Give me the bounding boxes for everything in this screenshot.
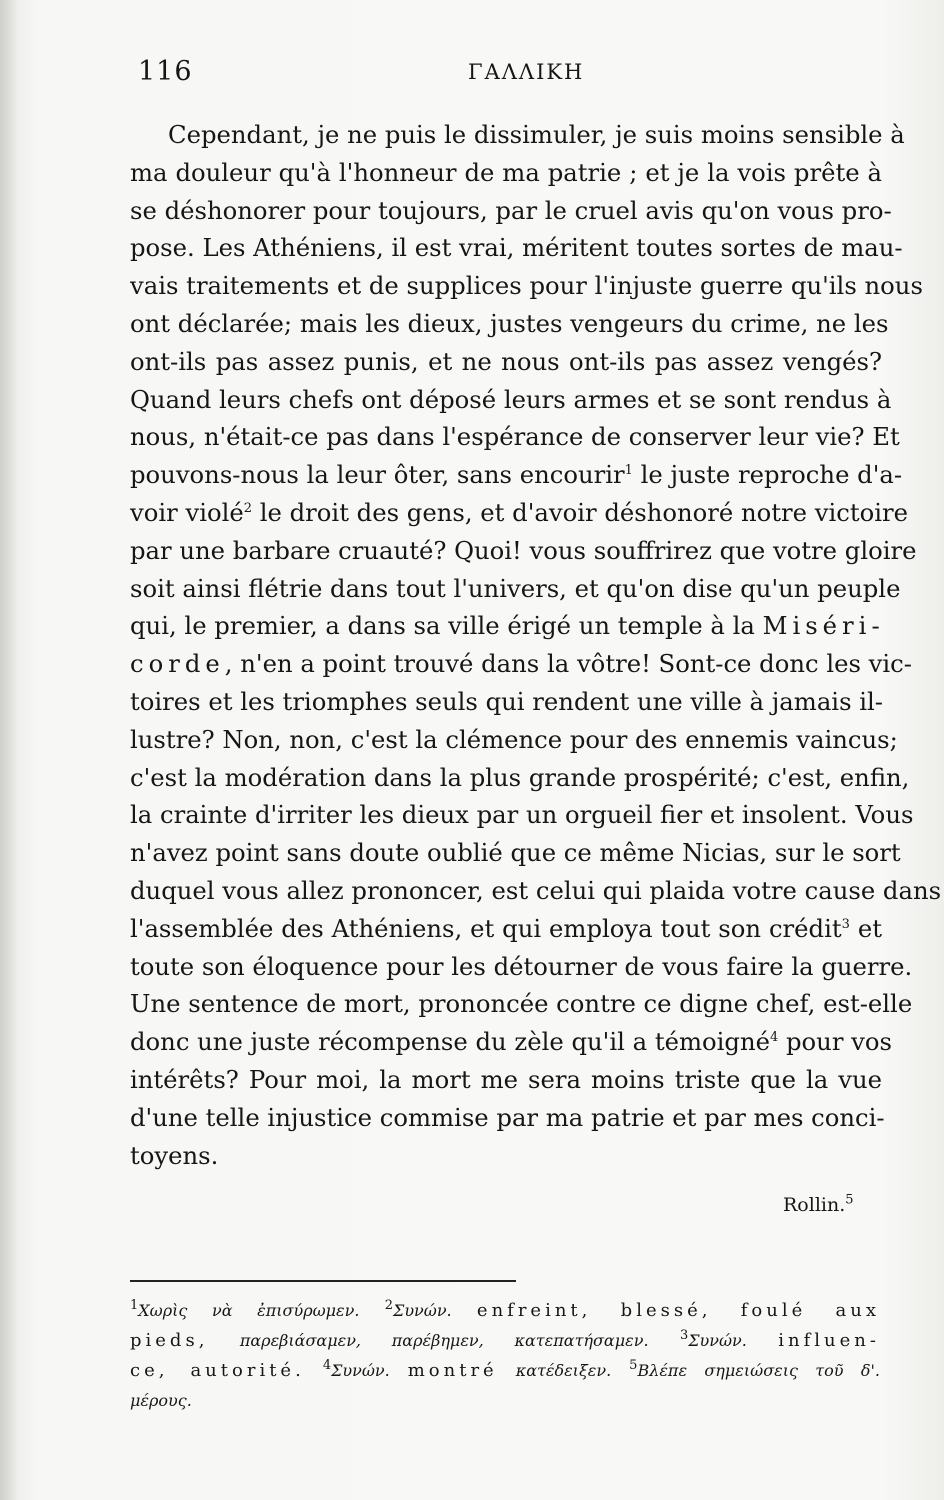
text-line xyxy=(130,985,913,1023)
footnote-number: 1 xyxy=(130,1298,139,1313)
footnote-marker: 5 xyxy=(845,1192,854,1208)
spaced-word: corde xyxy=(130,649,225,679)
text-line xyxy=(130,872,942,910)
text-line xyxy=(130,267,923,305)
text-segment: pose. Les Athéniens, il est vrai, méritent toutes sortes de mau- xyxy=(130,233,903,263)
text-line xyxy=(130,796,914,834)
text-segment: toute son éloquence pour les détourner de vous faire la guerre. xyxy=(130,951,913,981)
footnote-number: 3 xyxy=(679,1328,689,1343)
footnote-greek: κατέδειξεν. xyxy=(515,1361,612,1380)
page-number: 116 xyxy=(138,56,193,87)
running-head xyxy=(138,56,888,96)
footnote-greek: Συνών. xyxy=(393,1301,452,1320)
footnote-greek: μέρους. xyxy=(130,1391,192,1410)
footnote-line xyxy=(130,1296,880,1326)
text-line xyxy=(130,834,901,872)
text-segment: et xyxy=(849,913,882,943)
author-name: Rollin. xyxy=(783,1194,846,1216)
footnote-marker: 1 xyxy=(624,463,633,479)
text-line xyxy=(130,456,903,494)
text-line xyxy=(130,418,900,456)
footnote-french: influen- xyxy=(778,1330,880,1351)
text-segment: , n'en a point trouvé dans la vôtre! Sont-ce donc les vic- xyxy=(224,649,912,679)
text-line xyxy=(130,910,882,948)
text-segment: vais traitements et de supplices pour l'injuste guerre qu'ils nous xyxy=(130,271,923,301)
text-segment: pour vos xyxy=(778,1027,892,1057)
text-segment: intérêts? Pour moi, la mort me sera moins triste que la vue xyxy=(130,1064,882,1094)
text-segment: d'une telle injustice commise par ma patrie et par mes conci- xyxy=(130,1102,885,1132)
text-segment: duquel vous allez prononcer, est celui qui plaida votre cause dans xyxy=(130,875,942,905)
text-line xyxy=(130,759,910,797)
text-line xyxy=(130,532,917,570)
footnote-line xyxy=(130,1356,880,1386)
text-segment: Une sentence de mort, prononcée contre ce digne chef, est-elle xyxy=(130,989,913,1019)
text-segment: n'avez point sans doute oublié que ce même Nicias, sur le sort xyxy=(130,838,901,868)
text-segment: le juste reproche d'a- xyxy=(632,460,903,490)
running-title: ΓΑΛΛΙΚΗ xyxy=(468,60,585,84)
text-segment: nous, n'était-ce pas dans l'espérance de conserver leur vie? Et xyxy=(130,422,900,452)
footnote-greek: Συνών. xyxy=(688,1331,747,1350)
text-line xyxy=(130,645,912,683)
footnote-french: ce, autorité. xyxy=(130,1360,305,1381)
text-segment: pouvons-nous la leur ôter, sans encourir xyxy=(130,460,625,490)
text-line xyxy=(130,116,905,154)
footnote-greek: Συνών. xyxy=(331,1361,390,1380)
text-line xyxy=(130,570,901,608)
text-line xyxy=(130,305,889,343)
footnotes xyxy=(130,1296,880,1416)
text-line xyxy=(130,343,882,381)
footnote-greek: Χωρὶς νὰ ἐπισύρωμεν. xyxy=(138,1301,360,1320)
text-segment: c'est la modération dans la plus grande prospérité; c'est, enfin, xyxy=(130,762,910,792)
text-line xyxy=(130,1099,885,1137)
footnote-french: pieds, xyxy=(130,1330,209,1351)
footnote-marker: 3 xyxy=(841,916,850,932)
footnote-french: montré xyxy=(407,1360,498,1381)
text-line xyxy=(130,154,882,192)
author-signature xyxy=(783,1194,854,1216)
text-segment: ma douleur qu'à l'honneur de ma patrie ; et je la vois prête à xyxy=(130,157,882,187)
text-line xyxy=(130,381,892,419)
text-line xyxy=(130,607,885,645)
footnote-french: enfreint, blessé, foulé aux xyxy=(476,1300,880,1321)
spaced-word: Miséri- xyxy=(762,611,885,641)
text-segment: l'assemblée des Athéniens, et qui employa tout son crédit xyxy=(130,913,842,943)
text-segment: par une barbare cruauté? Quoi! vous souffrirez que votre gloire xyxy=(130,535,917,565)
footnote-line xyxy=(130,1386,880,1416)
text-segment: Cependant, je ne puis le dissimuler, je suis moins sensible à xyxy=(168,120,905,149)
footnote-line xyxy=(130,1326,880,1356)
footnote-marker: 4 xyxy=(770,1030,779,1046)
text-segment: ont-ils pas assez punis, et ne nous ont-ils pas assez vengés? xyxy=(130,346,882,376)
text-line xyxy=(130,948,913,986)
text-segment: soit ainsi flétrie dans tout l'univers, et qu'on dise qu'un peuple xyxy=(130,573,901,603)
footnote-greek: παρεβιάσαμεν, παρέβημεν, κατεπατήσαμεν. xyxy=(239,1331,649,1350)
text-segment: qui, le premier, a dans sa ville érigé un temple à la xyxy=(130,611,763,641)
text-segment: donc une juste récompense du zèle qu'il a témoigné xyxy=(130,1027,770,1057)
text-line xyxy=(130,229,903,267)
text-segment: toires et les triomphes seuls qui rendent une ville à jamais il- xyxy=(130,686,884,716)
text-segment: voir violé xyxy=(130,497,244,527)
text-segment: ont déclarée; mais les dieux, justes vengeurs du crime, ne les xyxy=(130,308,889,338)
text-line xyxy=(130,1023,892,1061)
text-line xyxy=(130,192,892,230)
footnote-number: 4 xyxy=(322,1358,332,1373)
footnote-marker: 2 xyxy=(243,500,253,516)
footnote-rule xyxy=(130,1280,516,1282)
text-segment: Quand leurs chefs ont déposé leurs armes et se sont rendus à xyxy=(130,384,892,414)
body-text xyxy=(130,116,942,1174)
text-line xyxy=(130,683,882,721)
text-segment: se déshonorer pour toujours, par le cruel avis qu'on vous pro- xyxy=(130,195,892,225)
footnote-greek: Βλέπε σημειώσεις τοῦ δ'. xyxy=(637,1361,880,1380)
text-line xyxy=(130,1137,882,1175)
footnote-number: 5 xyxy=(629,1358,638,1373)
text-segment: toyens. xyxy=(130,1140,219,1170)
text-segment: lustre? Non, non, c'est la clémence pour des ennemis vaincus; xyxy=(130,724,898,754)
footnote-number: 2 xyxy=(384,1298,394,1313)
text-line xyxy=(130,721,898,759)
text-line xyxy=(130,494,909,532)
text-segment: le droit des gens, et d'avoir déshonoré notre victoire xyxy=(252,497,909,527)
text-segment: la crainte d'irriter les dieux par un orgueil fier et insolent. Vous xyxy=(130,800,914,830)
spine-shadow xyxy=(0,0,18,1500)
text-line xyxy=(130,1061,882,1099)
